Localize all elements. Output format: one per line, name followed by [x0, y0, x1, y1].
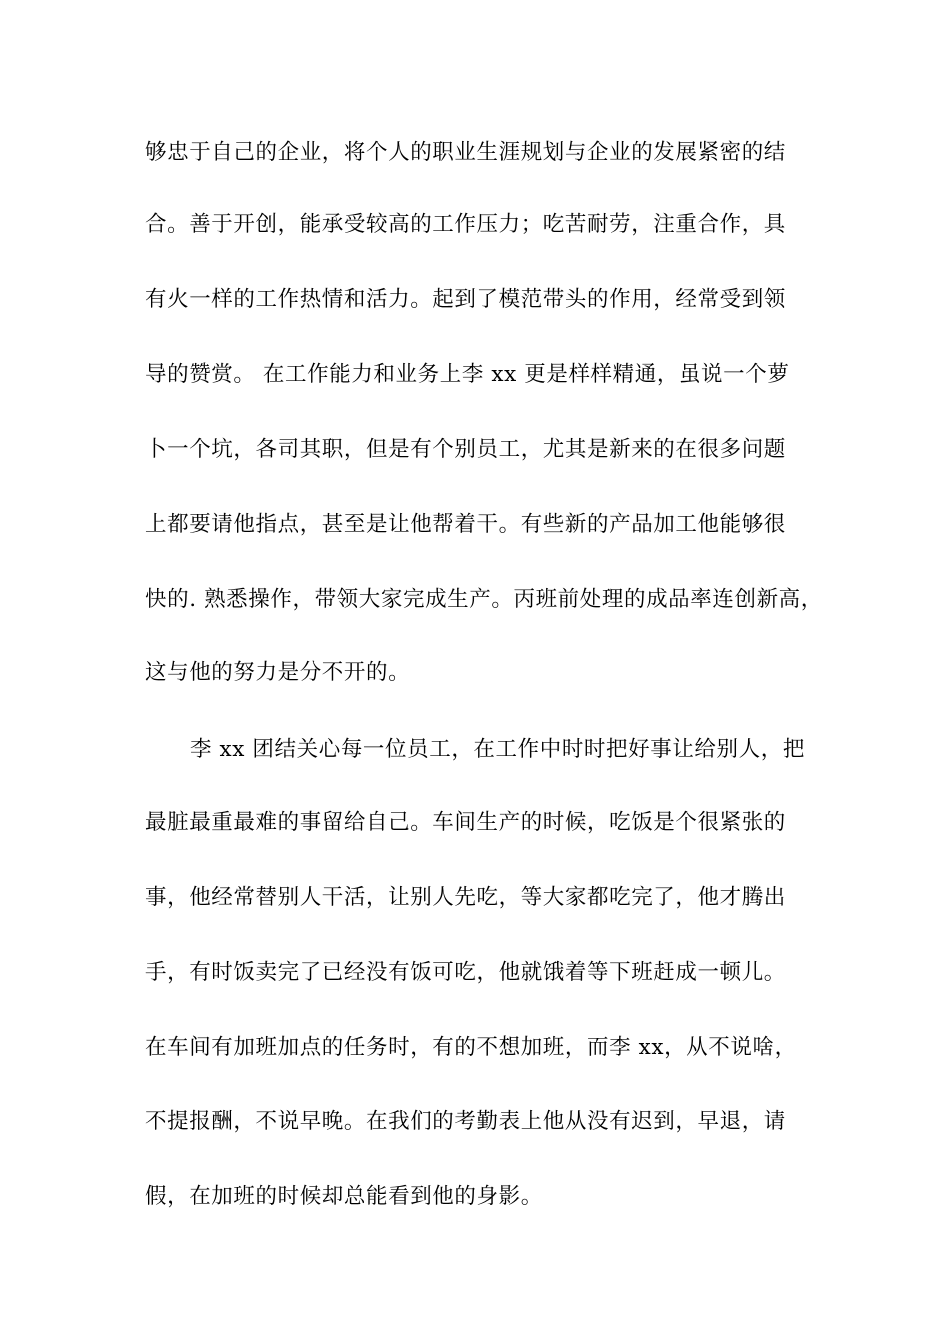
text-line: 最脏最重最难的事留给自己。车间生产的时候，吃饭是个很紧张的: [145, 810, 786, 835]
text-line: 导的赞赏。 在工作能力和业务上李 xx 更是样样精通，虽说一个萝: [145, 362, 790, 387]
text-line: 这与他的努力是分不开的。: [145, 660, 411, 685]
text-line: 在车间有加班加点的任务时，有的不想加班，而李 xx，从不说啥，: [145, 1035, 797, 1060]
text-line: 手，有时饭卖完了已经没有饭可吃，他就饿着等下班赶成一顿儿。: [145, 960, 786, 985]
text-line: 合。善于开创，能承受较高的工作压力；吃苦耐劳，注重合作，具: [145, 212, 786, 237]
text-line: 不提报酬，不说早晚。在我们的考勤表上他从没有迟到，早退，请: [145, 1109, 786, 1134]
text-line: 够忠于自己的企业，将个人的职业生涯规划与企业的发展紧密的结: [145, 140, 786, 165]
text-line: 假，在加班的时候却总能看到他的身影。: [145, 1184, 543, 1209]
text-line: 快的. 熟悉操作，带领大家完成生产。丙班前处理的成品率连创新高，: [145, 587, 823, 612]
text-line: 卜一个坑，各司其职，但是有个别员工，尤其是新来的在很多问题: [145, 437, 786, 462]
text-line: 有火一样的工作热情和活力。起到了模范带头的作用，经常受到领: [145, 287, 786, 312]
text-line: 事，他经常替别人干活，让别人先吃，等大家都吃完了，他才腾出: [145, 885, 786, 910]
text-line: 上都要请他指点，甚至是让他帮着干。有些新的产品加工他能够很: [145, 512, 786, 537]
paragraph-first-line: 李 xx 团结关心每一位员工，在工作中时时把好事让给别人，把: [190, 737, 805, 762]
